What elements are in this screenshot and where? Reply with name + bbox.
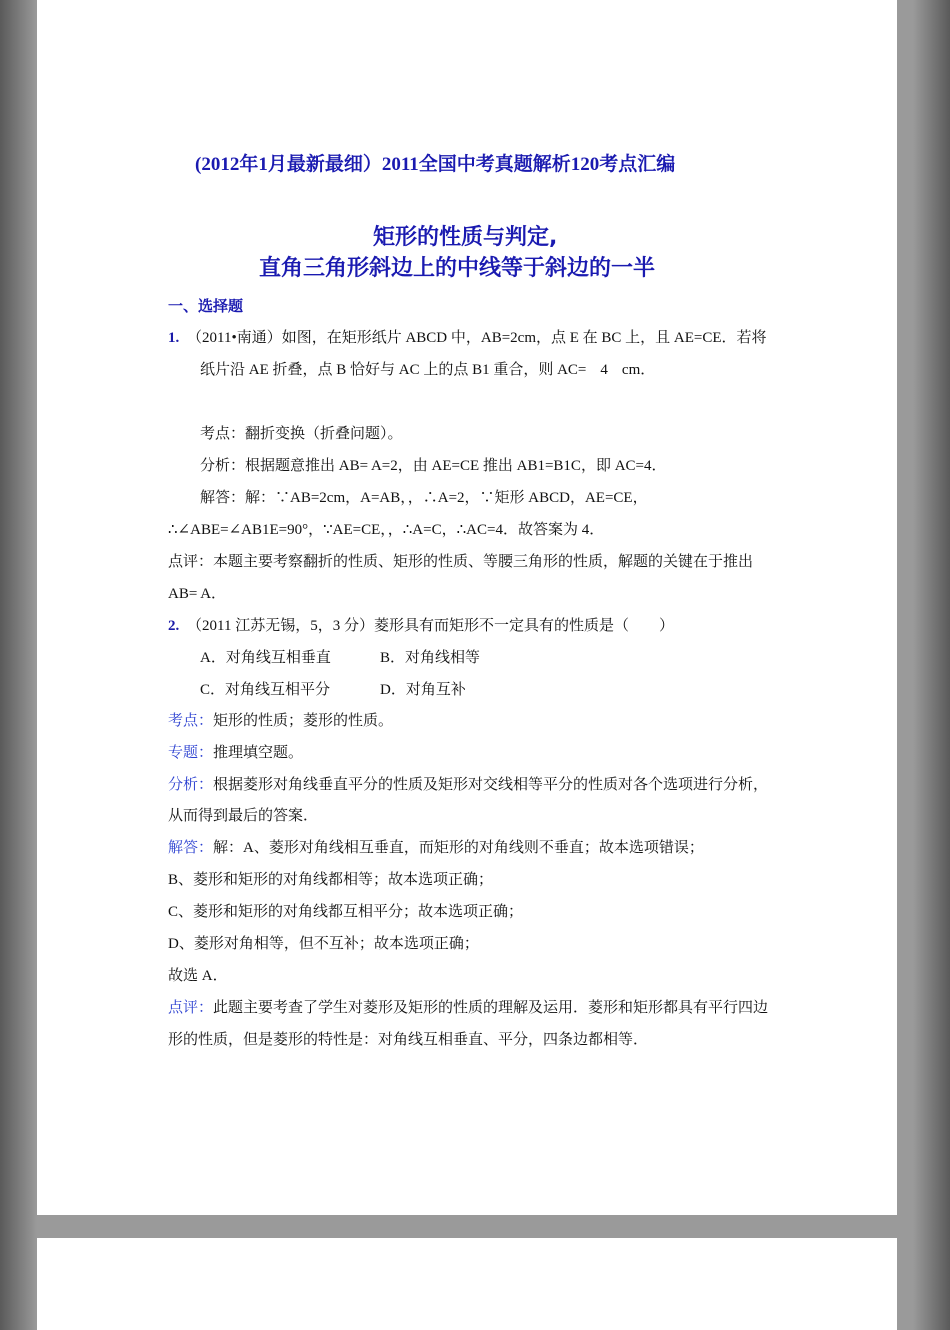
solution-label: 解答： [168,840,214,856]
question-1-stem-line2 [200,360,655,380]
kaodian-text: 矩形的性质；菱形的性质。 [213,713,394,729]
question-1-kaodian: 考点：翻折变换（折叠问题）。 [200,426,403,442]
comment-text: 此题主要考查了学生对菱形及矩形的性质的理解及运用．菱形和矩形都具有平行四边 [213,1000,769,1016]
analysis-label: 分析： [168,777,214,793]
question-1-solution-line2: ∴∠ABE=∠AB1E=90°，∵AE=CE，，∴A=C，∴AC=4．故答案为 4． [168,522,605,538]
next-page [37,1238,897,1330]
question-2-stem: （2011 江苏无锡，5，3 分）菱形具有而矩形不一定具有的性质是（ ） [187,618,674,634]
topic-label: 专题： [168,745,214,761]
option-a: A．对角线互相垂直 [200,650,331,666]
analysis-text: 根据菱形对角线垂直平分的性质及矩形对交线相等平分的性质对各个选项进行分析， [213,777,769,793]
question-1-comment: 点评：本题主要考察翻折的性质、矩形的性质、等腰三角形的性质，解题的关键在于推出 [168,554,754,570]
solution-choice: 故选 A． [168,968,228,984]
section-heading: 一、选择题 [168,297,244,315]
topic-title-line1: 矩形的性质与判定, [373,225,558,250]
solution-line-d: D、菱形对角相等，但不互补；故本选项正确； [168,936,479,952]
question-2-number: 2. [168,618,180,634]
question-1-stem: （2011•南通）如图，在矩形纸片 ABCD 中，AB=2cm，点 E 在 BC 上，且 AE=CE．若将 [187,330,767,346]
option-c: C．对角线互相平分 [200,682,331,698]
option-b: B．对角线相等 [380,650,481,666]
question-1-number: 1. [168,330,180,346]
question-2-topic [168,743,303,763]
solution-line-c: C、菱形和矩形的对角线都互相平分；故本选项正确； [168,904,524,920]
document-page [37,0,897,1215]
question-2-comment [168,998,768,1018]
question-1-stem-suffix: cm． [621,362,656,378]
question-2-solution [168,838,704,858]
question-2-kaodian [168,711,393,731]
solution-text: 解：A、菱形对角线相互垂直，而矩形的对角线则不垂直；故本选项错误； [213,840,704,856]
comment-label: 点评： [168,1000,214,1016]
topic-title-line2: 直角三角形斜边上的中线等于斜边的一半 [259,256,656,281]
question-2-analysis-line2: 从而得到最后的答案． [168,808,319,824]
document-title: (2012年1月最新最细）2011全国中考真题解析120考点汇编 [195,154,676,175]
question-2-analysis [168,775,768,795]
question-1-stem-prefix: 纸片沿 AE 折叠，点 B 恰好与 AC 上的点 B1 重合，则 AC= [200,362,587,378]
question-1-analysis: 分析：根据题意推出 AB= A=2，由 AE=CE 推出 AB1=B1C，即 AC=4． [200,458,667,474]
question-1-solution: 解答：解：∵AB=2cm，A=AB，，∴A=2，∵矩形 ABCD，AE=CE， [200,490,648,506]
topic-text: 推理填空题。 [213,745,304,761]
option-d: D．对角互补 [380,682,466,698]
solution-line-b: B、菱形和矩形的对角线都相等；故本选项正确； [168,872,494,888]
question-1-comment-line2: AB= A． [168,586,227,602]
kaodian-label: 考点： [168,713,214,729]
question-1-answer: 4 [600,362,608,378]
question-2-comment-line2: 形的性质，但是菱形的特性是：对角线互相垂直、平分，四条边都相等． [168,1032,649,1048]
